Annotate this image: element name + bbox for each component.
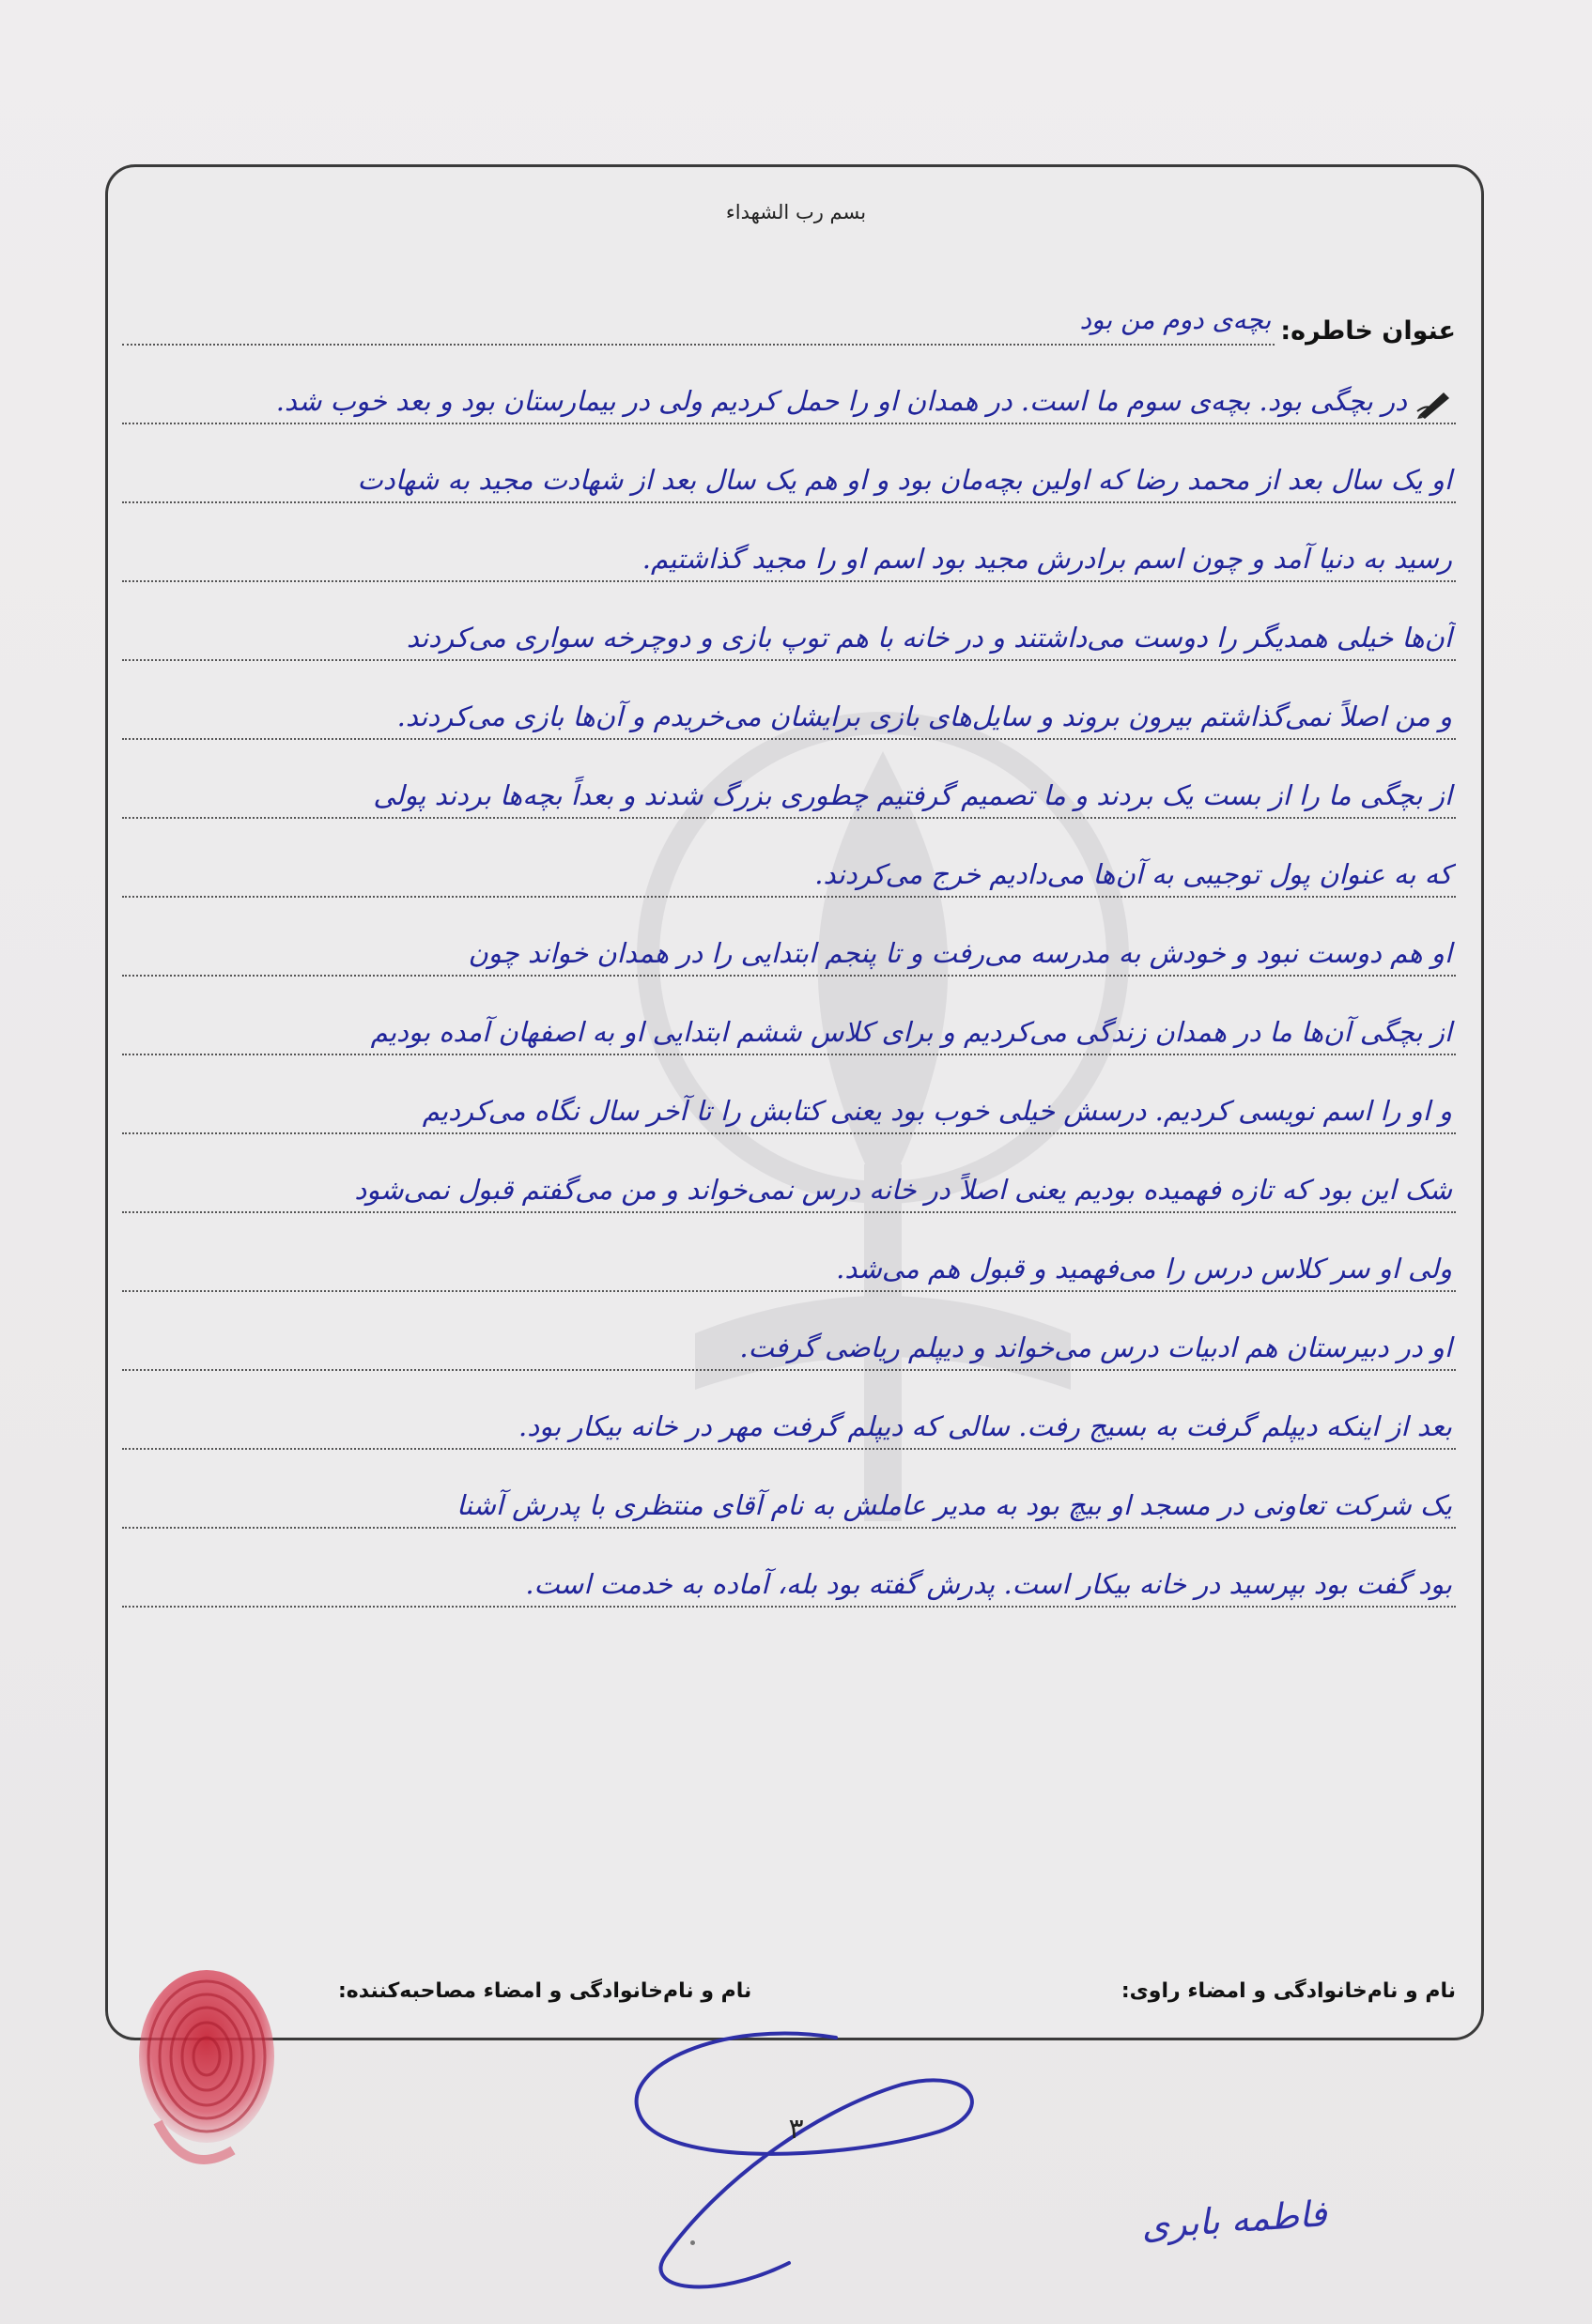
handwritten-line: او هم دوست نبود و خودش به مدرسه می‌رفت و تا پنجم ابتدایی را در همدان خواند چون bbox=[122, 898, 1456, 977]
memory-title-value: بچه‌ی دوم من بود bbox=[122, 304, 1275, 346]
handwritten-body bbox=[122, 346, 1456, 1608]
handwritten-line: که به عنوان پول توجیبی به آن‌ها می‌دادیم خرج می‌کردند. bbox=[122, 819, 1456, 898]
handwritten-line: و او را اسم نویسی کردیم. درسش خیلی خوب بود یعنی کتابش را تا آخر سال نگاه می‌کردیم bbox=[122, 1055, 1456, 1134]
handwritten-line: شک این بود که تازه فهمیده بودیم یعنی اصلاً در خانه درس نمی‌خواند و من می‌گفتم قبول نمی‌شود bbox=[122, 1134, 1456, 1213]
header-title: بسم رب الشهداء bbox=[725, 201, 867, 223]
handwritten-line: بعد از اینکه دیپلم گرفت به بسیج رفت. سالی که دیپلم گرفت مهر در خانه بیکار بود. bbox=[122, 1371, 1456, 1450]
handwritten-line: آن‌ها خیلی همدیگر را دوست می‌داشتند و در خانه با هم توپ بازی و دوچرخه سواری می‌کردند bbox=[122, 582, 1456, 661]
signature-labels bbox=[122, 1979, 1456, 2003]
handwritten-line: در بچگی بود. بچه‌ی سوم ما است. در همدان او را حمل کردیم ولی در بیمارستان بود و بعد خوب شد. bbox=[122, 346, 1456, 424]
scan-speck bbox=[690, 2240, 695, 2245]
page-number: ۳ bbox=[788, 2113, 804, 2146]
handwritten-line: رسید به دنیا آمد و چون اسم برادرش مجید بود اسم او را مجید گذاشتیم. bbox=[122, 503, 1456, 582]
handwritten-line: از بچگی آن‌ها ما در همدان زندگی می‌کردیم و برای کلاس ششم ابتدایی او به اصفهان آمده بودیم bbox=[122, 977, 1456, 1055]
handwritten-line: او در دبیرستان هم ادبیات درس می‌خواند و دیپلم ریاضی گرفت. bbox=[122, 1292, 1456, 1371]
handwritten-line: و من اصلاً نمی‌گذاشتم بیرون بروند و سایل‌های بازی برایشان می‌خریدم و آن‌ها بازی می‌کردند. bbox=[122, 661, 1456, 740]
memory-title-row bbox=[122, 299, 1456, 346]
handwritten-line: یک شرکت تعاونی در مسجد او بیچ بود به مدیر عاملش به نام آقای منتظری با پدرش آشنا bbox=[122, 1450, 1456, 1529]
fingerprint-icon bbox=[120, 1962, 289, 2183]
handwritten-line: از بچگی ما را از بست یک بردند و ما تصمیم گرفتیم چطوری بزرگ شدند و بعداً بچه‌ها بردند پولی bbox=[122, 740, 1456, 819]
interviewer-signature-label: نام و نام‌خانوادگی و امضاء مصاحبه‌کننده: bbox=[338, 1979, 752, 2003]
handwritten-line: بود گفت بود بپرسید در خانه بیکار است. پدرش گفته بود بله، آماده به خدمت است. bbox=[122, 1529, 1456, 1608]
narrator-signature-label: نام و نام‌خانوادگی و امضاء راوی: bbox=[1121, 1979, 1456, 2003]
handwritten-line: ولی او سر کلاس درس را می‌فهمید و قبول هم می‌شد. bbox=[122, 1213, 1456, 1292]
narrator-signature-name: فاطمه بابری bbox=[1139, 2193, 1329, 2247]
interviewer-signature-icon bbox=[601, 2028, 996, 2310]
memory-title-label: عنوان خاطره: bbox=[1280, 316, 1456, 346]
handwritten-line: او یک سال بعد از محمد رضا که اولین بچه‌مان بود و او هم یک سال بعد از شهادت مجید به شهادت bbox=[122, 424, 1456, 503]
